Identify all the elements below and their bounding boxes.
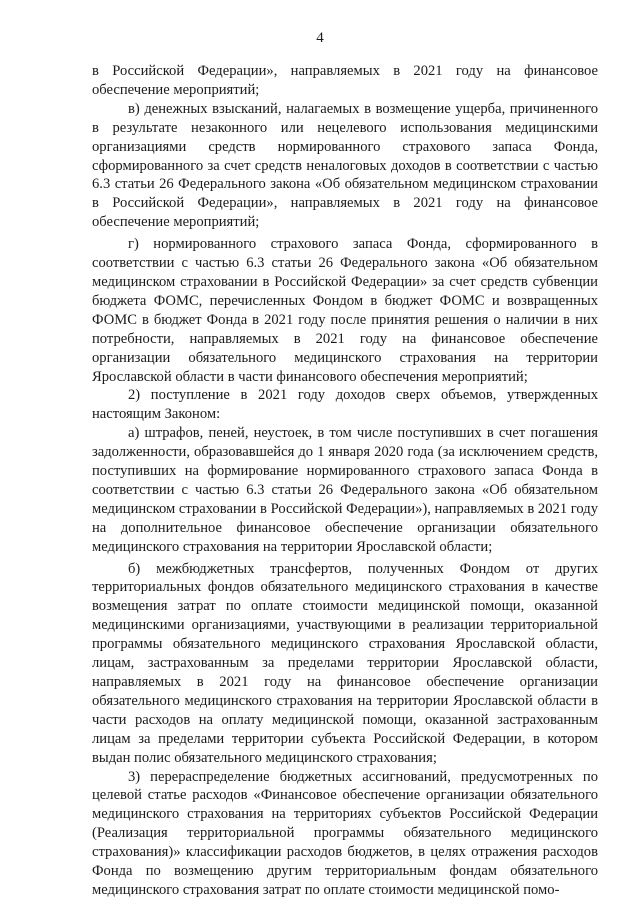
paragraph-item-a: а) штрафов, пеней, неустоек, в том числе поступивших в счет погашения задолженности, образовавшейся до 1 января 2020 года (за исключением средств, поступивших на формирование нормированного страхового запаса Фонда в соответствии с частью 6.3 статьи 26 Федерального закона «Об обязательном медицинском страховании в Российской Федерации»), направляемых в 2021 году на дополнительное финансовое обеспечение организации обязательного медицинского страхования на территории Ярославской области;	[92, 425, 598, 555]
page-number: 4	[316, 30, 324, 46]
paragraph-item-v: в) денежных взысканий, налагаемых в возмещение ущерба, причиненного в результате незаконного или нецелевого использования медицинскими организациями средств нормированного страхового запаса Фонда, сформированного за счет средств неналоговых доходов в соответствии с частью 6.3 статьи 26 Федерального закона «Об обязательном медицинском страховании в Российской Федерации», направляемых в 2021 году на финансовое обеспечение мероприятий;	[92, 100, 598, 231]
paragraph-continuation: в Российской Федерации», направляемых в 2021 году на финансовое обеспечение мероприятий;	[92, 63, 598, 98]
paragraph-item-b: б) межбюджетных трансфертов, полученных Фондом от других территориальных фондов обязательного медицинского страхования в качестве возмещения затрат по оплате стоимости медицинской помощи, оказанной медицинскими организациями, участвующими в реализации территориальной программы обязательного медицинского страхования Ярославской области, лицам, застрахованным за пределами территории Ярославской области, направляемых в 2021 году на финансовое обеспечение организации обязательного медицинского страхования на территории Ярославской области в части расходов на оплату медицинской помощи, оказанной застрахованным лицам за пределами территории субъекта Российской Федерации, в котором выдан полис обязательного медицинского страхования;	[92, 560, 598, 766]
paragraph-item-2: 2) поступление в 2021 году доходов сверх объемов, утвержденных настоящим Законом:	[92, 387, 598, 423]
paragraph-item-3: 3) перераспределение бюджетных ассигнований, предусмотренных по целевой статье расходов «Финансовое обеспечение организации обязательного медицинского страхования на территориях субъектов Российской Федерации (Реализация территориальной программы обязательного медицинского страхования)» классификации расходов бюджетов, в целях отражения расходов Фонда по возмещению другим территориальным фондам обязательного медицинского страхования затрат по оплате стоимости медицинской помо-	[92, 768, 598, 898]
document-body	[92, 62, 598, 900]
paragraph-item-g: г) нормированного страхового запаса Фонда, сформированного в соответствии с частью 6.3 статьи 26 Федерального закона «Об обязательном медицинском страховании в Российской Федерации» за счет средств субвенции бюджета ФОМС, перечисленных Фондом в бюджет ФОМС и возвращенных ФОМС в бюджет Фонда в 2021 году после принятия решения о наличии в них потребности, направляемых в 2021 году на финансовое обеспечение организации обязательного медицинского страхования на территории Ярославской области в части финансового обеспечения мероприятий;	[92, 236, 598, 385]
